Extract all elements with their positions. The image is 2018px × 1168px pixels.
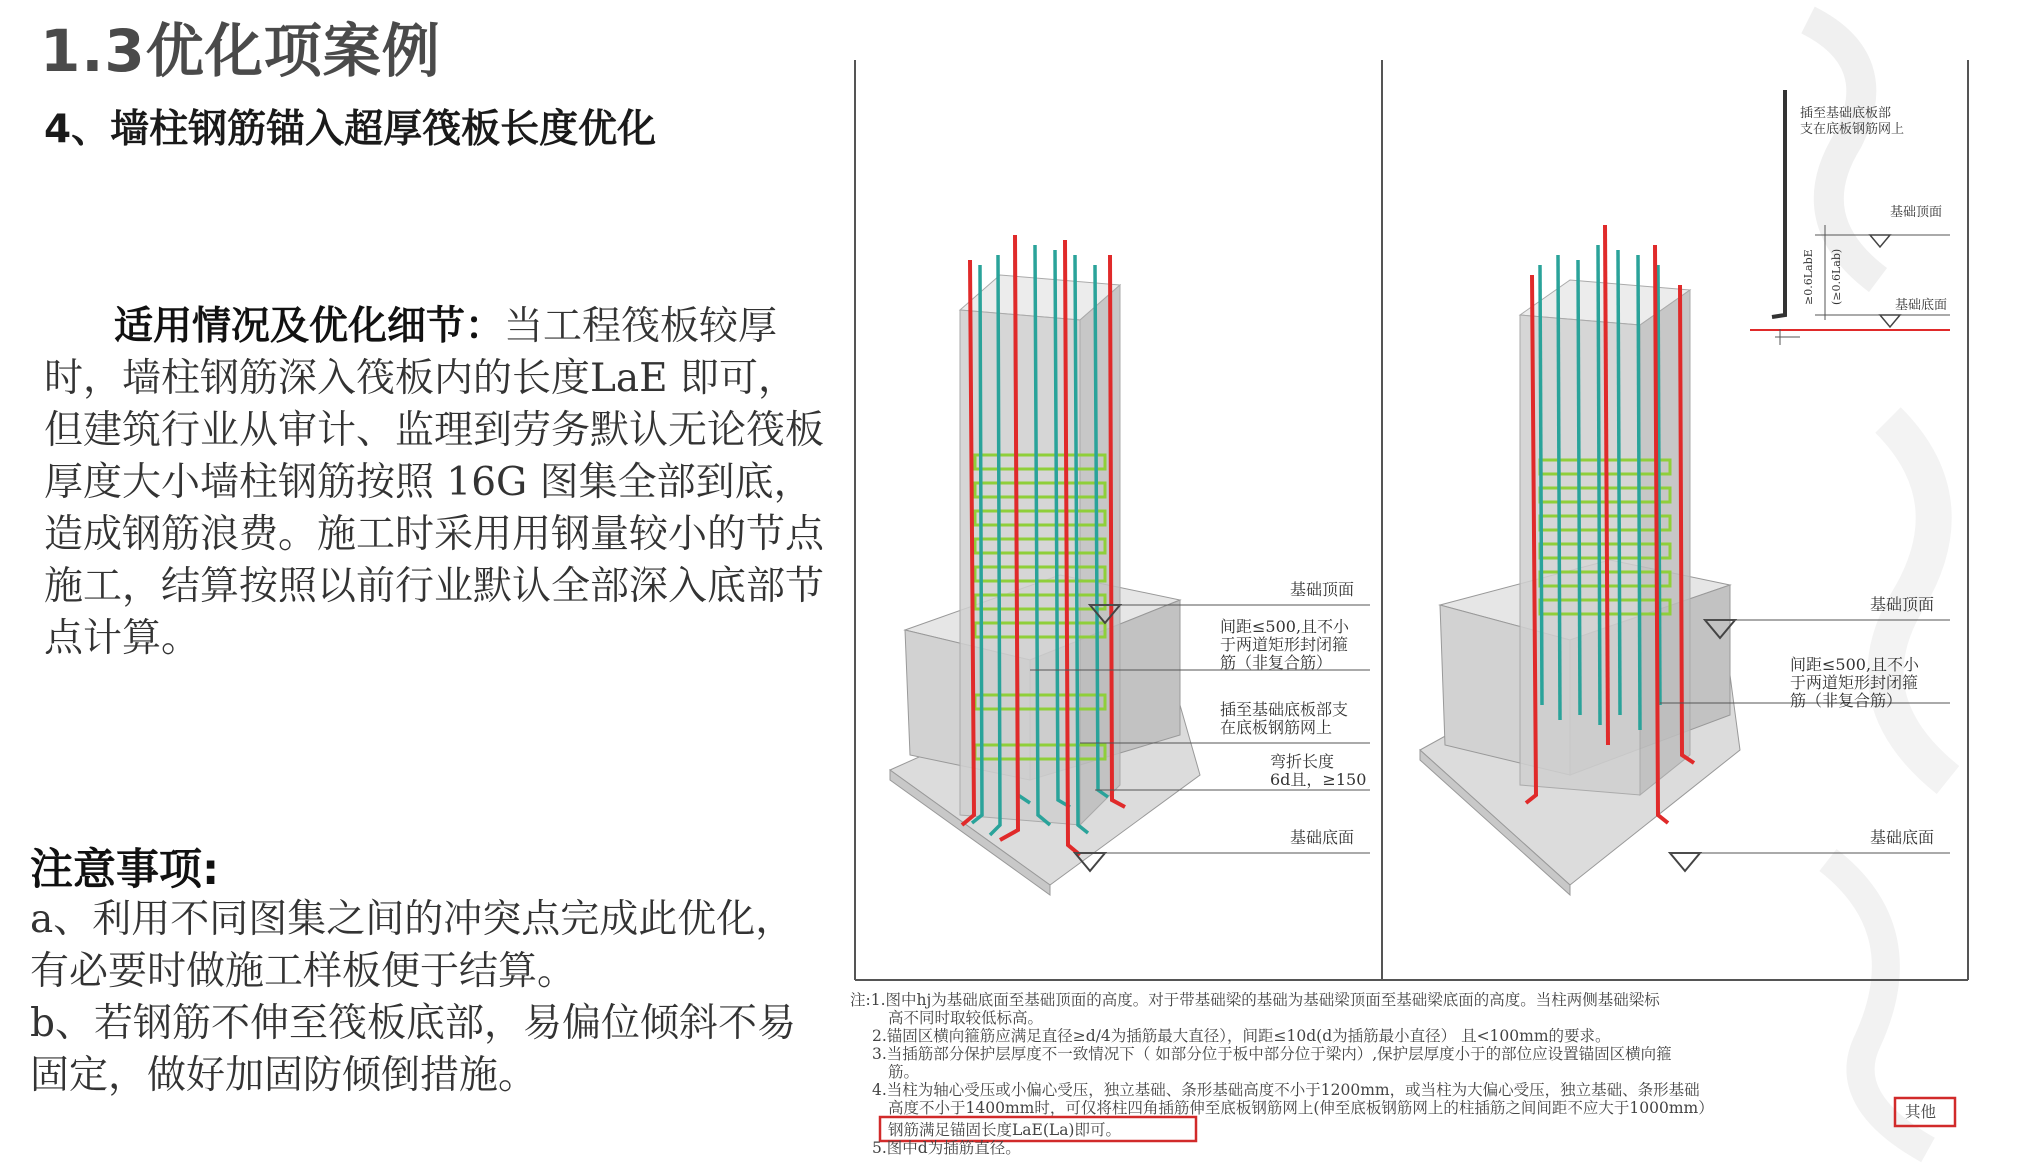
detail-label-bottom-face: 基础底面: [1895, 298, 1948, 313]
right-label-spacing-1: 间距≤500,且不小: [1790, 655, 1920, 674]
footnote-1b: 高不同时取较低标高。: [888, 1009, 1044, 1027]
left-label-insert-2: 在底板钢筋网上: [1220, 718, 1333, 737]
left-label-spacing-1: 间距≤500,且不小: [1220, 617, 1350, 636]
left-label-spacing-2: 于两道矩形封闭箍: [1220, 635, 1349, 654]
note-b: b、若钢筋不伸至筏板底部，易偏位倾斜不易固定，做好加固防倾倒措施。: [30, 1001, 796, 1098]
right-footing-drawing: [1420, 225, 1950, 895]
note-a: a、利用不同图集之间的冲突点完成此优化，有必要时做施工样板便于结算。: [30, 897, 795, 994]
detail-label-insert-1: 插至基础底板部: [1800, 106, 1892, 121]
rebar-anchorage-figure: [850, 55, 1970, 1155]
left-label-bottom-face: 基础底面: [1290, 828, 1355, 847]
footnote-4c: 钢筋满足锚固长度LaE(La)即可。: [888, 1121, 1121, 1139]
footnote-4: 4.当柱为轴心受压或小偏心受压，独立基础、条形基础高度不小于1200mm，或当柱为大偏心受压，独立基础、条形基础: [872, 1081, 1700, 1099]
footnote-1: 注:1.图中hj为基础底面至基础顶面的高度。对于带基础梁的基础为基础梁顶面至基础梁底面的高度。当柱两侧基础梁标: [850, 991, 1660, 1009]
left-label-bend-1: 弯折长度: [1270, 752, 1335, 771]
left-label-spacing-3: 筋（非复合筋）: [1220, 653, 1333, 672]
footnote-4b: 高度不小于1400mm时，可仅将柱四角插筋伸至底板钢筋网上(伸至底板钢筋网上的柱插筋之间间距不应大于1000mm）: [888, 1099, 1714, 1117]
description-lead: 适用情况及优化细节：: [114, 303, 505, 349]
footnote-3: 3.当插筋部分保护层厚度不一致情况下（ 如部分位于板中部分位于梁内）,保护层厚度小于的部位应设置锚固区横向箍: [872, 1045, 1672, 1063]
notes-title: 注意事项:: [30, 845, 220, 895]
detail-label-insert-2: 支在底板钢筋网上: [1800, 122, 1905, 137]
right-label-top-face: 基础顶面: [1870, 595, 1935, 614]
left-label-insert-1: 插至基础底板部支: [1220, 700, 1349, 719]
section-subtitle: 4、墙柱钢筋锚入超厚筏板长度优化: [44, 107, 657, 152]
right-label-spacing-2: 于两道矩形封闭箍: [1790, 673, 1919, 692]
footnote-4d: 其他: [1905, 1103, 1937, 1121]
detail-label-dim-2: (≥0.6Lab): [1830, 248, 1843, 305]
footnote-5: 5.图中d为插筋直径。: [872, 1139, 1021, 1155]
left-label-top-face: 基础顶面: [1290, 580, 1355, 599]
left-footing-drawing: [890, 235, 1370, 895]
right-label-spacing-3: 筋（非复合筋）: [1790, 691, 1903, 710]
footnote-3b: 筋。: [888, 1063, 920, 1081]
description-paragraph: [44, 300, 834, 665]
detail-label-top-face: 基础顶面: [1890, 205, 1943, 220]
detail-label-dim-1: ≥0.6LabE: [1802, 249, 1815, 305]
right-label-bottom-face: 基础底面: [1870, 828, 1935, 847]
page-title: 1.3优化项案例: [40, 17, 441, 85]
description-text: 当工程筏板较厚时，墙柱钢筋深入筏板内的长度LaE 即可，但建筑行业从审计、监理到劳务默认无论筏板厚度大小墙柱钢筋按照 16G 图集全部到底，造成钢筋浪费。施工时采用用钢量较小的节点施工，结算按照以前行业默认全部深入底部节点计算。: [44, 304, 825, 661]
left-label-bend-2: 6d且，≥150: [1270, 770, 1367, 789]
footnote-2: 2.锚固区横向箍筋应满足直径≥d/4为插筋最大直径），间距≤10d(d为插筋最小直径） 且<100mm的要求。: [872, 1027, 1611, 1045]
